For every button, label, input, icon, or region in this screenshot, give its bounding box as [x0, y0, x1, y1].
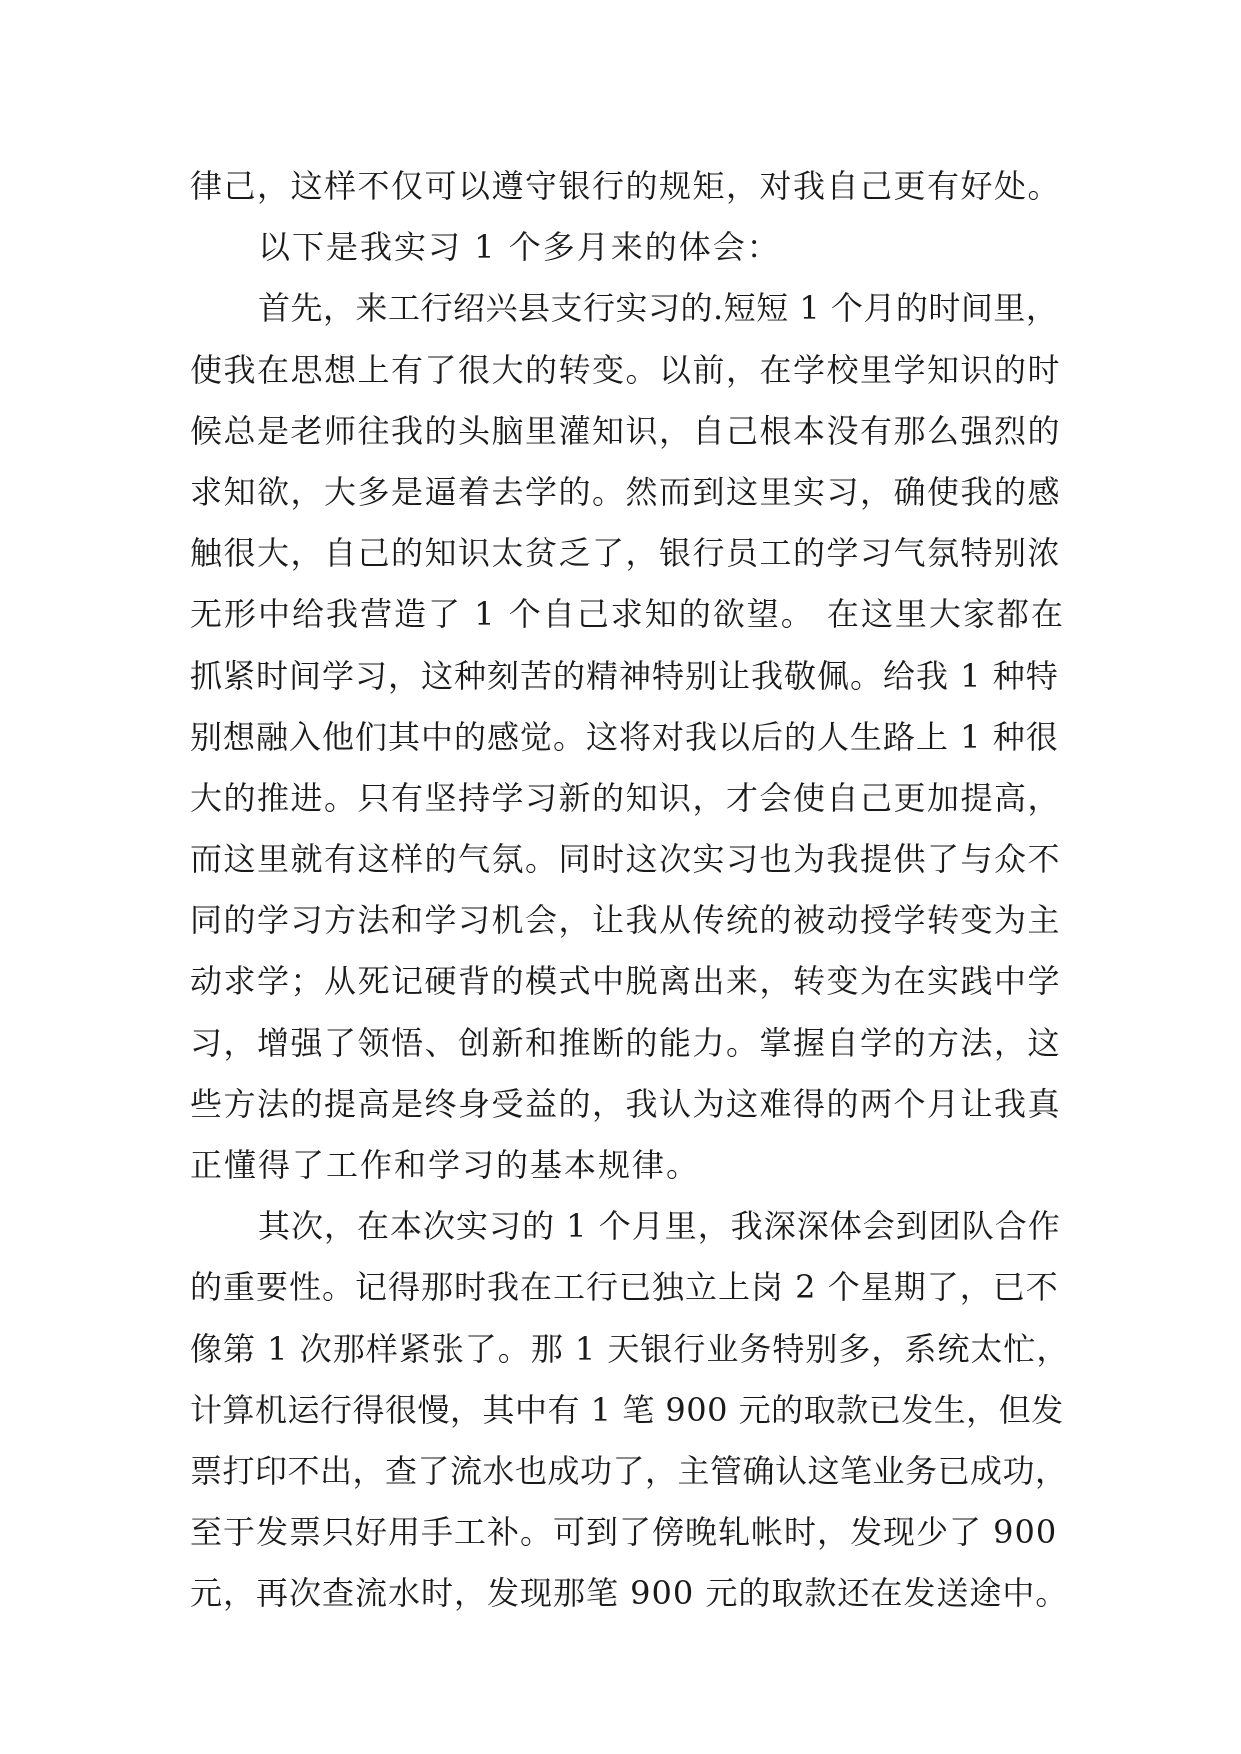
text-line: 的重要性。记得那时我在工行已独立上岗 2 个星期了，已不	[190, 1268, 1059, 1307]
text-line: 触很大，自己的知识太贫乏了，银行员工的学习气氛特别浓	[190, 534, 1062, 573]
text-line: 求知欲，大多是逼着去学的。然而到这里实习，确使我的感	[190, 472, 1062, 511]
text-line: 而这里就有这样的气氛。同时这次实习也为我提供了与众不	[190, 840, 1062, 879]
text-line: 候总是老师往我的头脑里灌知识，自己根本没有那么强烈的	[190, 411, 1062, 450]
text-line: 动求学；从死记硬背的模式中脱离出来，转变为在实践中学	[190, 962, 1062, 1001]
text-line: 大的推进。只有坚持学习新的知识，才会使自己更加提高，	[190, 778, 1062, 817]
text-line: 些方法的提高是终身受益的，我认为这难得的两个月让我真	[190, 1084, 1062, 1123]
paragraph-first-line: 以下是我实习 1 个多月来的体会：	[258, 228, 781, 267]
text-line: 至于发票只好用手工补。可到了傍晚轧帐时，发现少了 900	[190, 1513, 1058, 1552]
document-body	[190, 156, 1070, 1625]
text-line: 像第 1 次那样紧张了。那 1 天银行业务特别多，系统太忙，	[190, 1329, 1070, 1368]
text-line: 元，再次查流水时，发现那笔 900 元的取款还在发送途中。	[190, 1574, 1069, 1613]
paragraph-first-line: 首先，来工行绍兴县支行实习的.短短 1 个月的时间里，	[258, 289, 1059, 328]
paragraph-first-line: 其次，在本次实习的 1 个月里，我深深体会到团队合作	[258, 1207, 1061, 1246]
text-line: 别想融入他们其中的感觉。这将对我以后的人生路上 1 种很	[190, 717, 1059, 756]
text-line: 同的学习方法和学习机会，让我从传统的被动授学转变为主	[190, 901, 1062, 940]
text-line: 计算机运行得很慢，其中有 1 笔 900 元的取款已发生，但发	[190, 1390, 1064, 1429]
text-line: 无形中给我营造了 1 个自己求知的欲望。 在这里大家都在	[190, 595, 1065, 634]
text-line: 票打印不出，查了流水也成功了，主管确认这笔业务已成功，	[190, 1451, 1068, 1490]
text-line: 习，增强了领悟、创新和推断的能力。掌握自学的方法，这	[190, 1023, 1062, 1062]
text-line: 律己，这样不仅可以遵守银行的规矩，对我自己更有好处。	[190, 167, 1062, 205]
text-line: 正懂得了工作和学习的基本规律。	[190, 1146, 701, 1184]
text-line: 抓紧时间学习，这种刻苦的精神特别让我敬佩。给我 1 种特	[190, 656, 1059, 695]
text-line: 使我在思想上有了很大的转变。以前，在学校里学知识的时	[190, 350, 1062, 389]
